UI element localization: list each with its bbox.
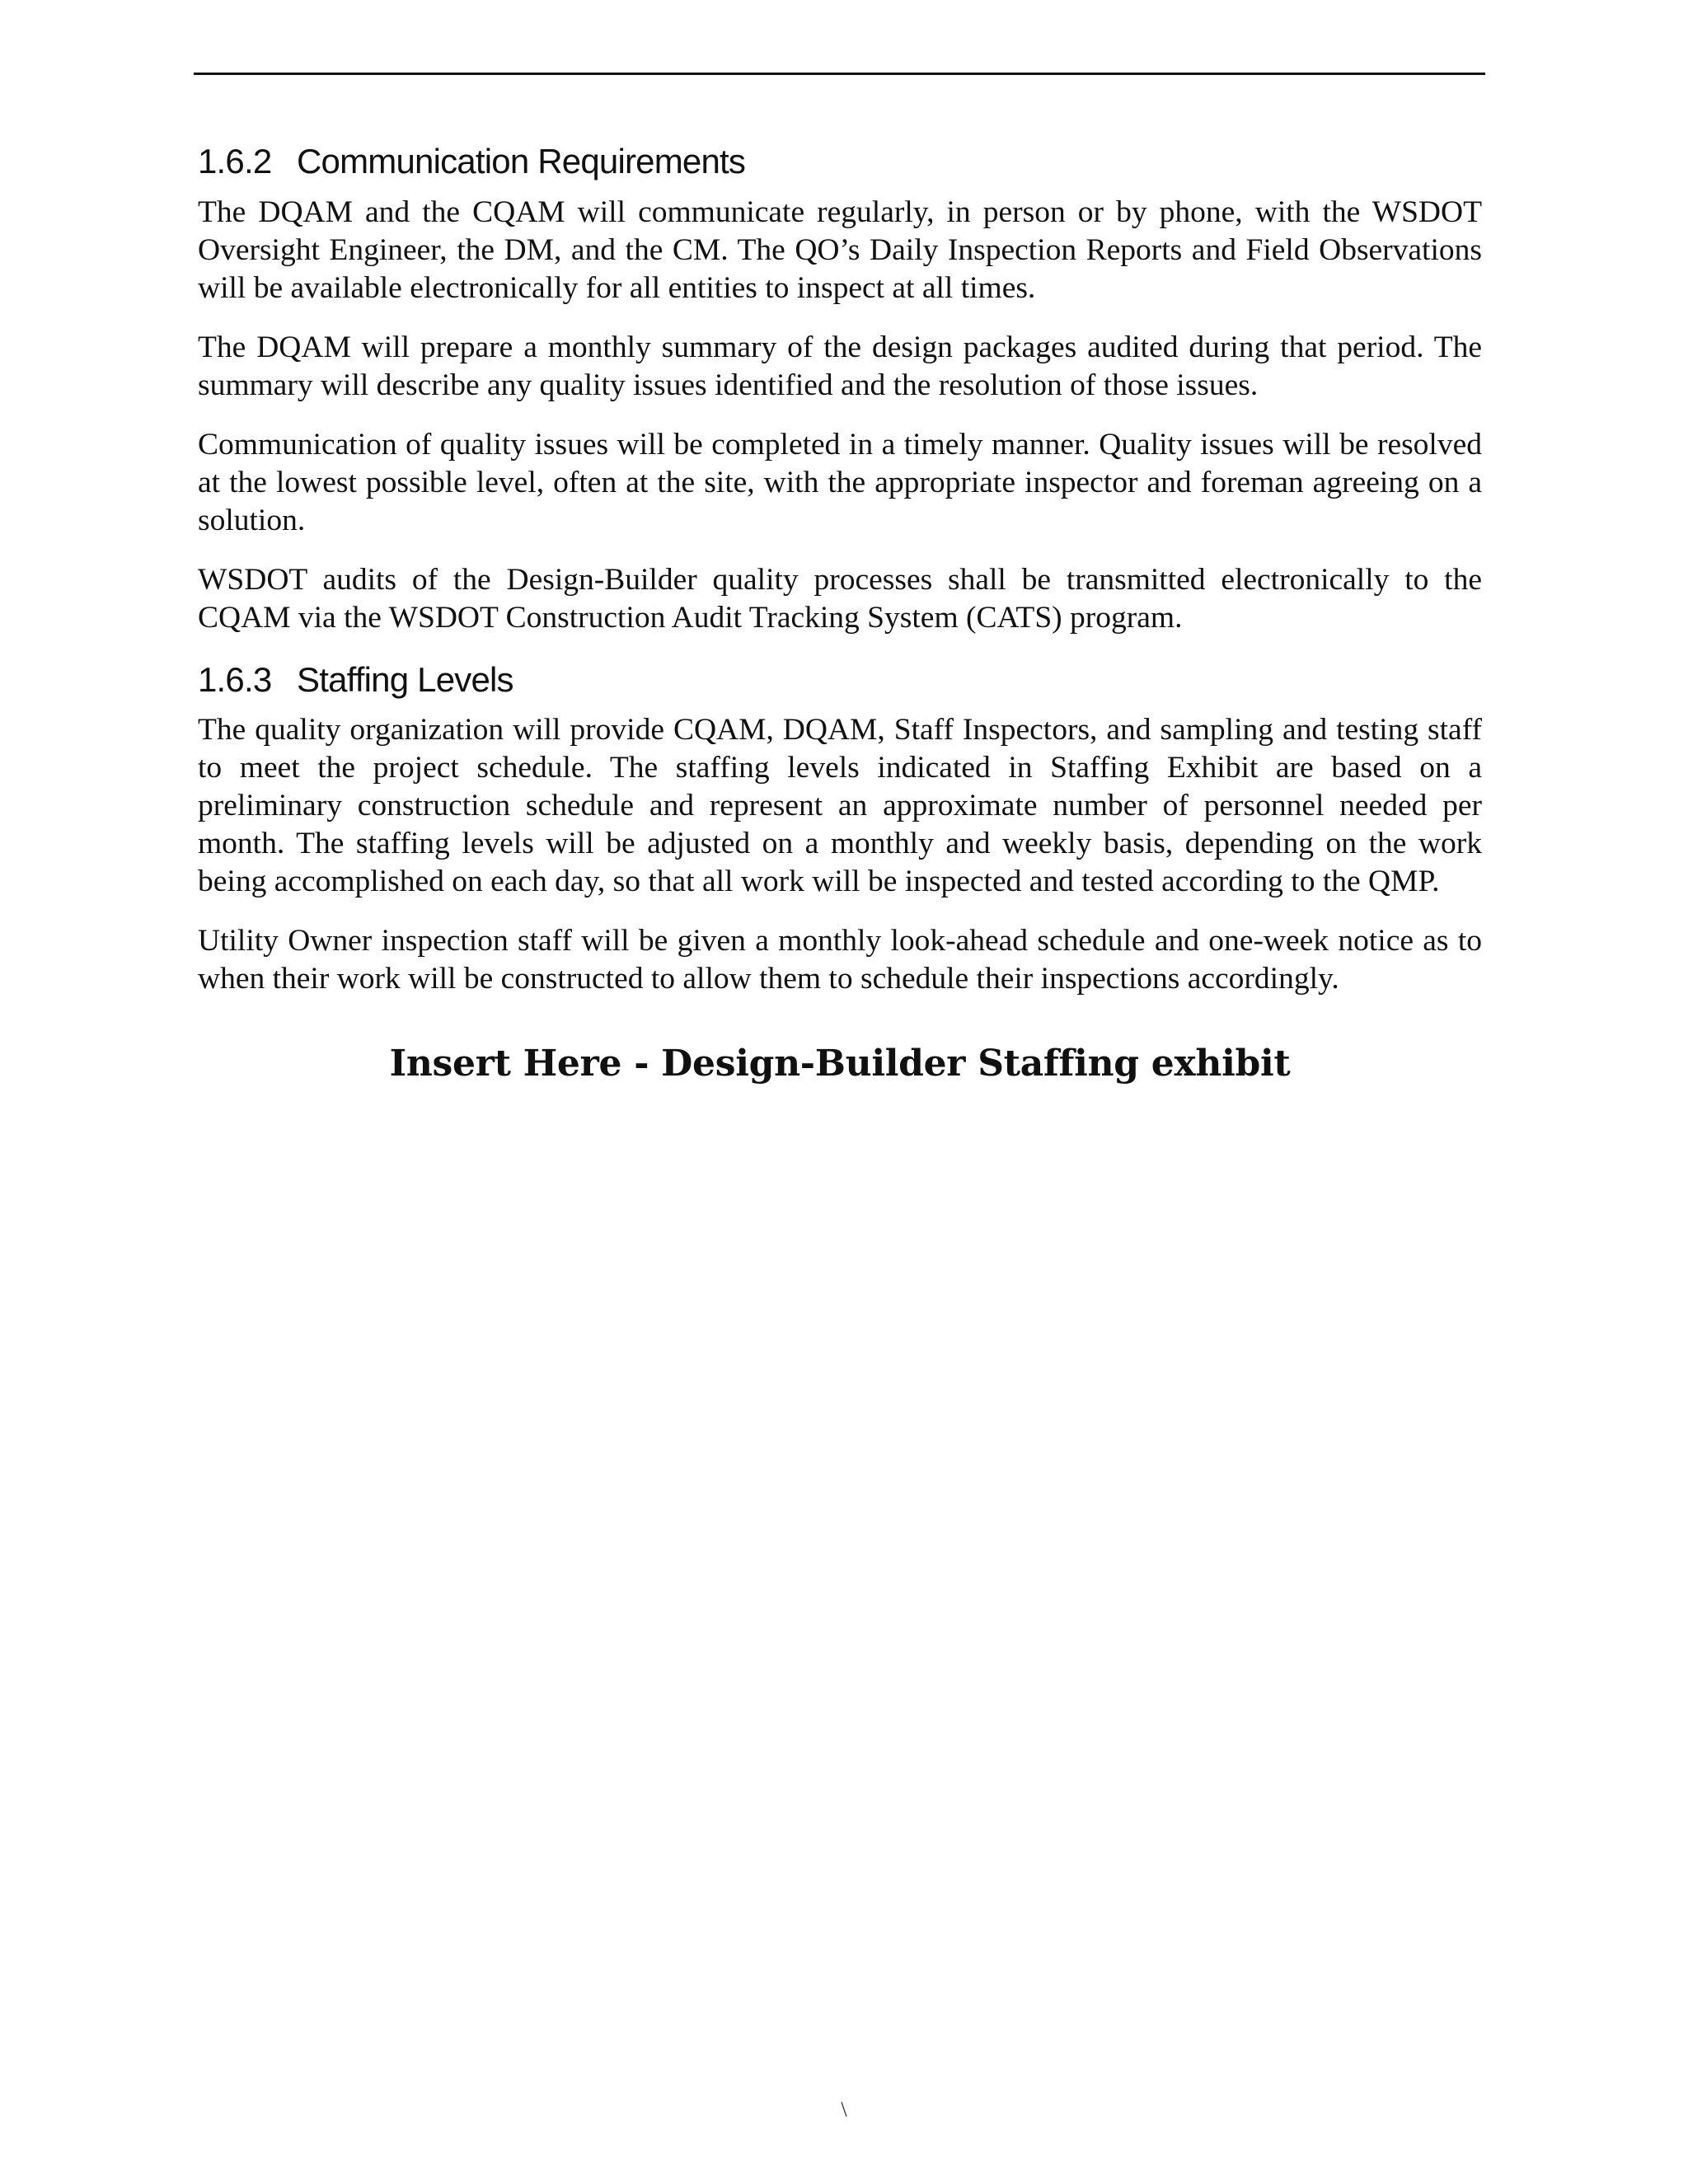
section-communication-requirements (198, 140, 1482, 637)
footer-mark: \ (841, 2097, 847, 2121)
paragraph: WSDOT audits of the Design-Builder quality processes shall be transmitted electronically to the CQAM via the WSDOT Construction Audit Tracking System (CATS) program. (198, 562, 1482, 635)
paragraph: Communication of quality issues will be completed in a timely manner. Quality issues will be resolved at the lowest possible level, often at the site, with the appropriate inspector and foreman agreeing on a solution. (198, 427, 1482, 537)
section-title: Staffing Levels (297, 659, 513, 699)
section-title: Communication Requirements (297, 142, 746, 180)
paragraph: Utility Owner inspection staff will be given a monthly look-ahead schedule and one-week notice as to when their work will be constructed to allow them to schedule their inspections accordingly. (198, 924, 1482, 996)
insert-placeholder-title: Insert Here - Design-Builder Staffing exhibit (389, 1043, 1291, 1085)
paragraph: The DQAM will prepare a monthly summary of the design packages audited during that period. The summary will describe any quality issues identified and the resolution of those issues. (198, 330, 1482, 402)
paragraph: The DQAM and the CQAM will communicate regularly, in person or by phone, with the WSDOT Oversight Engineer, the DM, and the CM. The QO’s Daily Inspection Reports and Field Observations will be available electronically for all entities to inspect at all times. (198, 194, 1482, 305)
paragraph: The quality organization will provide CQAM, DQAM, Staff Inspectors, and sampling and testing staff to meet the project schedule. The staffing levels indicated in Staffing Exhibit are based on a preliminary construction schedule and represent an approximate number of personnel needed per month. The staffing levels will be adjusted on a monthly and weekly basis, depending on the work being accomplished on each day, so that all work will be inspected and tested according to the QMP. (198, 713, 1482, 898)
page-content (198, 140, 1482, 1085)
section-number: 1.6.3 (198, 659, 272, 699)
section-heading (198, 140, 1482, 184)
section-staffing-levels (198, 658, 1482, 999)
section-number: 1.6.2 (198, 142, 272, 180)
section-heading (198, 658, 1482, 702)
header-rule (194, 73, 1485, 75)
